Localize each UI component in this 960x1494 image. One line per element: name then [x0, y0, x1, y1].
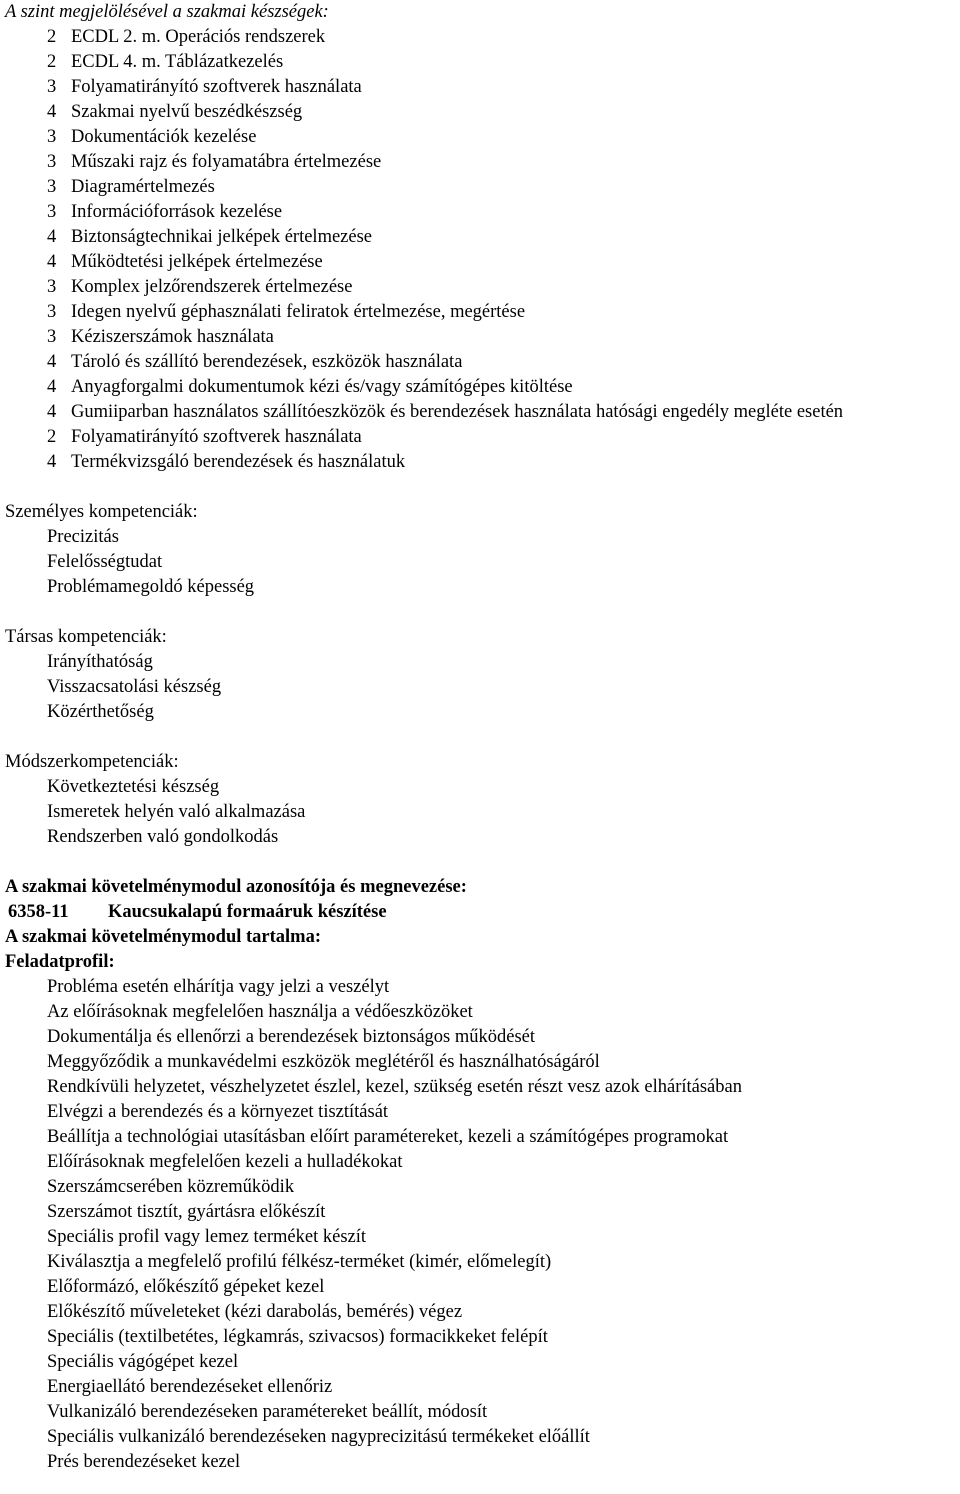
task-list — [5, 975, 960, 1475]
skill-row — [5, 300, 960, 325]
task-item: Előkészítő műveleteket (kézi darabolás, bemérés) végez — [47, 1302, 463, 1322]
skill-level: 2 — [47, 27, 57, 47]
skill-level: 3 — [47, 77, 57, 97]
skill-row — [5, 325, 960, 350]
skill-text: Szakmai nyelvű beszédkészség — [71, 102, 303, 122]
task-item: Beállítja a technológiai utasításban előírt paramétereket, kezeli a számítógépes programokat — [47, 1127, 729, 1147]
module-id-heading: A szakmai követelménymodul azonosítója és megnevezése: — [5, 877, 467, 897]
task-item: Elvégzi a berendezés és a környezet tisztítását — [47, 1102, 389, 1122]
task-item: Előírásoknak megfelelően kezeli a hulladékokat — [47, 1152, 403, 1172]
skill-text: Információforrások kezelése — [71, 202, 283, 222]
competency-item: Problémamegoldó képesség — [47, 577, 255, 597]
skill-level: 4 — [47, 377, 57, 397]
skill-level: 4 — [47, 252, 57, 272]
competency-item: Visszacsatolási készség — [47, 677, 222, 697]
task-item: Probléma esetén elhárítja vagy jelzi a veszélyt — [47, 977, 390, 997]
competency-item: Rendszerben való gondolkodás — [47, 827, 279, 847]
skill-text: Tároló és szállító berendezések, eszközök használata — [71, 352, 463, 372]
method-list — [5, 775, 960, 850]
skill-row — [5, 250, 960, 275]
skill-text: ECDL 2. m. Operációs rendszerek — [71, 27, 326, 47]
task-item: Dokumentálja és ellenőrzi a berendezések biztonságos működését — [47, 1027, 536, 1047]
competency-item: Precizitás — [47, 527, 119, 547]
module-section — [5, 875, 960, 1475]
skill-row — [5, 50, 960, 75]
skill-text: Folyamatirányító szoftverek használata — [71, 427, 362, 447]
skill-row — [5, 225, 960, 250]
skill-row — [5, 450, 960, 475]
skill-text: Idegen nyelvű géphasználati feliratok értelmezése, megértése — [71, 302, 526, 322]
task-item: Prés berendezéseket kezel — [47, 1452, 241, 1472]
method-heading: Módszerkompetenciák: — [5, 752, 179, 772]
skill-text: Diagramértelmezés — [71, 177, 215, 197]
skill-row — [5, 100, 960, 125]
skill-level: 4 — [47, 352, 57, 372]
skill-text: Működtetési jelképek értelmezése — [71, 252, 323, 272]
skill-level: 3 — [47, 327, 57, 347]
social-heading: Társas kompetenciák: — [5, 627, 167, 647]
module-code: 6358-11 — [8, 902, 69, 922]
task-item: Szerszámcserében közreműködik — [47, 1177, 295, 1197]
skill-text: Gumiiparban használatos szállítóeszközök és berendezések használata hatósági engedély megléte esetén — [71, 402, 844, 422]
module-title-line — [5, 900, 960, 925]
skill-row — [5, 375, 960, 400]
competency-item: Irányíthatóság — [47, 652, 153, 672]
personal-competencies — [5, 500, 960, 600]
task-item: Meggyőződik a munkavédelmi eszközök meglétéről és használhatóságáról — [47, 1052, 600, 1072]
task-item: Speciális vulkanizáló berendezéseken nagyprecizitású termékeket előállít — [47, 1427, 590, 1447]
personal-heading: Személyes kompetenciák: — [5, 502, 198, 522]
task-item: Speciális (textilbetétes, légkamrás, szivacsos) formacikkeket felépít — [47, 1327, 548, 1347]
skill-level: 3 — [47, 177, 57, 197]
task-item: Vulkanizáló berendezéseken paramétereket beállít, módosít — [47, 1402, 488, 1422]
competency-item: Következtetési készség — [47, 777, 220, 797]
skill-row — [5, 200, 960, 225]
skill-level: 2 — [47, 427, 57, 447]
skills-heading: A szint megjelölésével a szakmai készségek: — [5, 2, 329, 22]
skill-level: 3 — [47, 152, 57, 172]
skill-text: Komplex jelzőrendszerek értelmezése — [71, 277, 353, 297]
profile-heading: Feladatprofil: — [5, 952, 115, 972]
module-name: Kaucsukalapú formaáruk készítése — [108, 902, 387, 922]
social-competencies — [5, 625, 960, 725]
competency-item: Közérthetőség — [47, 702, 154, 722]
skill-level: 4 — [47, 102, 57, 122]
skill-text: ECDL 4. m. Táblázatkezelés — [71, 52, 284, 72]
skill-row — [5, 75, 960, 100]
competency-item: Felelősségtudat — [47, 552, 163, 572]
task-item: Speciális vágógépet kezel — [47, 1352, 239, 1372]
skill-row — [5, 125, 960, 150]
skill-text: Műszaki rajz és folyamatábra értelmezése — [71, 152, 382, 172]
skills-list — [5, 25, 960, 475]
skill-row — [5, 150, 960, 175]
task-item: Az előírásoknak megfelelően használja a védőeszközöket — [47, 1002, 473, 1022]
personal-list — [5, 525, 960, 600]
skill-row — [5, 400, 960, 425]
task-item: Rendkívüli helyzetet, vészhelyzetet észlel, kezel, szükség esetén részt vesz azok elhárításában — [47, 1077, 742, 1097]
skill-text: Termékvizsgáló berendezések és használatuk — [71, 452, 406, 472]
skill-row — [5, 275, 960, 300]
skill-text: Folyamatirányító szoftverek használata — [71, 77, 362, 97]
skill-text: Biztonságtechnikai jelképek értelmezése — [71, 227, 373, 247]
skill-level: 3 — [47, 302, 57, 322]
task-item: Kiválasztja a megfelelő profilú félkész-terméket (kimér, előmelegít) — [47, 1252, 552, 1272]
skill-text: Dokumentációk kezelése — [71, 127, 257, 147]
social-list — [5, 650, 960, 725]
skill-row — [5, 350, 960, 375]
skill-level: 4 — [47, 227, 57, 247]
method-competencies — [5, 750, 960, 850]
task-item: Előformázó, előkészítő gépeket kezel — [47, 1277, 325, 1297]
skill-text: Kéziszerszámok használata — [71, 327, 274, 347]
skill-row — [5, 175, 960, 200]
competency-item: Ismeretek helyén való alkalmazása — [47, 802, 306, 822]
skill-level: 3 — [47, 202, 57, 222]
skill-level: 4 — [47, 402, 57, 422]
skill-level: 3 — [47, 127, 57, 147]
skill-level: 2 — [47, 52, 57, 72]
skill-level: 3 — [47, 277, 57, 297]
skill-row — [5, 25, 960, 50]
skill-text: Anyagforgalmi dokumentumok kézi és/vagy számítógépes kitöltése — [71, 377, 573, 397]
skill-row — [5, 425, 960, 450]
task-item: Energiaellátó berendezéseket ellenőriz — [47, 1377, 333, 1397]
module-content-heading: A szakmai követelménymodul tartalma: — [5, 927, 322, 947]
skill-level: 4 — [47, 452, 57, 472]
task-item: Speciális profil vagy lemez terméket készít — [47, 1227, 367, 1247]
task-item: Szerszámot tisztít, gyártásra előkészít — [47, 1202, 326, 1222]
